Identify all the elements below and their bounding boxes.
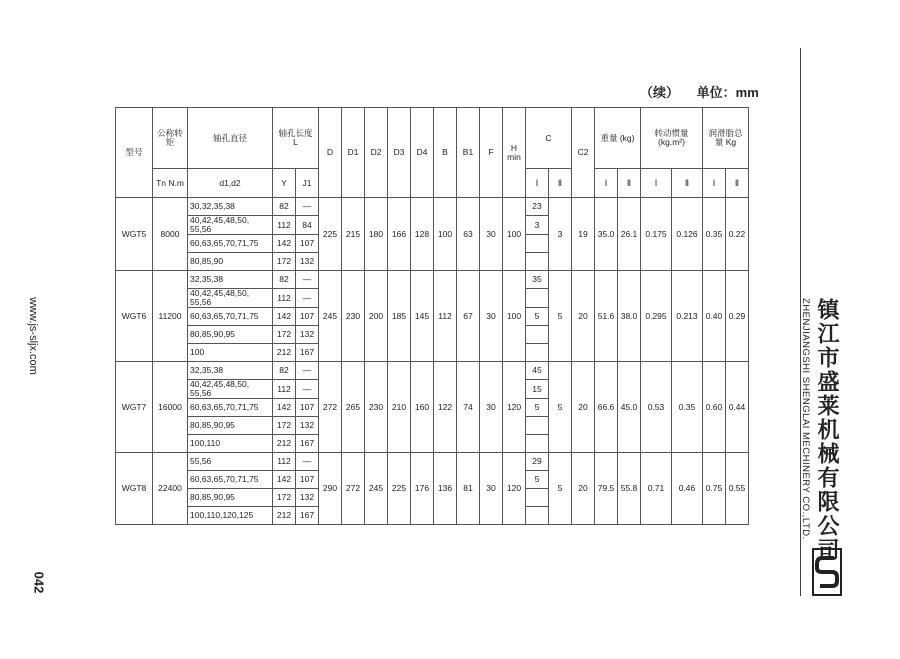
dim-b: 122	[434, 362, 457, 453]
dim-d4: 160	[411, 362, 434, 453]
y-cell: 82	[273, 362, 296, 380]
model-cell: WGT5	[116, 198, 153, 271]
header-bore-sub: d1,d2	[188, 169, 273, 198]
c-i-cell	[526, 507, 549, 525]
table-row	[116, 453, 749, 471]
dim-d: 290	[319, 453, 342, 525]
dim-h: 100	[503, 271, 526, 362]
website-url[interactable]: www.js-sljx.com	[26, 297, 39, 375]
header-b1: B1	[457, 108, 480, 198]
bore-dia-cell: 55,56	[188, 453, 273, 471]
j1-cell: —	[296, 289, 319, 308]
continued-label: （续）	[640, 85, 680, 100]
header-h: H min	[503, 108, 526, 198]
header-c-i: Ⅰ	[526, 169, 549, 198]
header-d: D	[319, 108, 342, 198]
value-wi: 51.6	[595, 271, 618, 362]
dim-d3: 210	[388, 362, 411, 453]
dim-d2: 180	[365, 198, 388, 271]
y-cell: 172	[273, 326, 296, 344]
y-cell: 112	[273, 216, 296, 235]
bore-dia-cell: 80,85,90,95	[188, 417, 273, 435]
j1-cell: 107	[296, 235, 319, 253]
j1-cell: 107	[296, 308, 319, 326]
j1-cell: —	[296, 271, 319, 289]
bore-dia-cell: 60,63,65,70,71,75	[188, 399, 273, 417]
bore-dia-cell: 60,63,65,70,71,75	[188, 471, 273, 489]
bore-dia-cell: 30,32,35,38	[188, 198, 273, 216]
value-ji: 0.175	[641, 198, 672, 271]
c-i-cell: 45	[526, 362, 549, 380]
header-g-ii: Ⅱ	[726, 169, 749, 198]
dim-b1: 81	[457, 453, 480, 525]
dim-d1: 230	[342, 271, 365, 362]
dim-d3: 185	[388, 271, 411, 362]
j1-cell: 167	[296, 344, 319, 362]
c2-cell: 19	[572, 198, 595, 271]
bore-dia-cell: 40,42,45,48,50, 55,56	[188, 289, 273, 308]
bore-dia-cell: 60,63,65,70,71,75	[188, 308, 273, 326]
header-weight: 重量 (kg)	[595, 108, 641, 169]
header-g-i: Ⅰ	[703, 169, 726, 198]
dim-h: 120	[503, 362, 526, 453]
value-wi: 79.5	[595, 453, 618, 525]
dim-b: 100	[434, 198, 457, 271]
value-gi: 0.60	[703, 362, 726, 453]
torque-cell: 8000	[153, 198, 188, 271]
value-jii: 0.35	[672, 362, 703, 453]
y-cell: 212	[273, 507, 296, 525]
value-wii: 38.0	[618, 271, 641, 362]
dim-d: 272	[319, 362, 342, 453]
spec-table	[115, 107, 749, 525]
y-cell: 82	[273, 271, 296, 289]
c-i-cell: 5	[526, 399, 549, 417]
header-model: 型号	[116, 108, 153, 198]
table-row	[116, 198, 749, 216]
torque-cell: 16000	[153, 362, 188, 453]
torque-cell: 11200	[153, 271, 188, 362]
dim-d1: 265	[342, 362, 365, 453]
dim-h: 100	[503, 198, 526, 271]
dim-d1: 272	[342, 453, 365, 525]
header-w-ii: Ⅱ	[618, 169, 641, 198]
header-c: C	[526, 108, 572, 169]
c-ii-cell: 3	[549, 198, 572, 271]
c-i-cell	[526, 235, 549, 253]
value-jii: 0.126	[672, 198, 703, 271]
dim-f: 30	[480, 362, 503, 453]
dim-f: 30	[480, 198, 503, 271]
c-i-cell: 15	[526, 380, 549, 399]
dim-d4: 176	[411, 453, 434, 525]
value-gi: 0.40	[703, 271, 726, 362]
c2-cell: 20	[572, 271, 595, 362]
y-cell: 142	[273, 308, 296, 326]
header-d1: D1	[342, 108, 365, 198]
spec-table-wrap	[115, 107, 749, 525]
dim-d1: 215	[342, 198, 365, 271]
dim-d2: 200	[365, 271, 388, 362]
header-c-ii: Ⅱ	[549, 169, 572, 198]
y-cell: 142	[273, 471, 296, 489]
c-i-cell: 29	[526, 453, 549, 471]
value-gi: 0.35	[703, 198, 726, 271]
header-j1: J1	[296, 169, 319, 198]
c-i-cell: 3	[526, 216, 549, 235]
header-d3: D3	[388, 108, 411, 198]
value-wi: 35.0	[595, 198, 618, 271]
y-cell: 142	[273, 399, 296, 417]
y-cell: 212	[273, 344, 296, 362]
dim-f: 30	[480, 271, 503, 362]
header-y: Y	[273, 169, 296, 198]
c-i-cell	[526, 417, 549, 435]
dim-d4: 128	[411, 198, 434, 271]
bore-dia-cell: 80,85,90	[188, 253, 273, 271]
y-cell: 172	[273, 489, 296, 507]
value-ji: 0.53	[641, 362, 672, 453]
j1-cell: —	[296, 198, 319, 216]
c-i-cell: 5	[526, 308, 549, 326]
side-url-wrap	[2, 290, 82, 375]
header-c2: C2	[572, 108, 595, 198]
bore-dia-cell: 60,63,65,70,71,75	[188, 235, 273, 253]
j1-cell: 167	[296, 435, 319, 453]
dim-d2: 245	[365, 453, 388, 525]
header-f: F	[480, 108, 503, 198]
header-grease: 润滑脂总量 Kg	[703, 108, 749, 169]
y-cell: 112	[273, 380, 296, 399]
bore-dia-cell: 32,35,38	[188, 271, 273, 289]
j1-cell: 107	[296, 399, 319, 417]
header-j-ii: Ⅱ	[672, 169, 703, 198]
y-cell: 82	[273, 198, 296, 216]
dim-b1: 67	[457, 271, 480, 362]
dim-b: 112	[434, 271, 457, 362]
unit-label: 单位：mm	[696, 85, 759, 100]
dim-h: 120	[503, 453, 526, 525]
c2-cell: 20	[572, 453, 595, 525]
c-ii-cell: 5	[549, 453, 572, 525]
value-gi: 0.75	[703, 453, 726, 525]
y-cell: 212	[273, 435, 296, 453]
dim-b1: 63	[457, 198, 480, 271]
c-i-cell	[526, 435, 549, 453]
c-i-cell	[526, 326, 549, 344]
dim-b1: 74	[457, 362, 480, 453]
header-b: B	[434, 108, 457, 198]
table-row	[116, 362, 749, 380]
value-wii: 45.0	[618, 362, 641, 453]
value-wii: 55.8	[618, 453, 641, 525]
value-ji: 0.71	[641, 453, 672, 525]
header-torque: 公称转矩	[153, 108, 188, 169]
value-ji: 0.295	[641, 271, 672, 362]
bore-dia-cell: 80,85,90,95	[188, 326, 273, 344]
header-bore-len: 轴孔长度 L	[273, 108, 319, 169]
dim-d4: 145	[411, 271, 434, 362]
value-gii: 0.44	[726, 362, 749, 453]
model-cell: WGT8	[116, 453, 153, 525]
y-cell: 112	[273, 453, 296, 471]
dim-b: 136	[434, 453, 457, 525]
dim-d: 245	[319, 271, 342, 362]
header-inertia: 转动惯量 (kg.m²)	[641, 108, 703, 169]
torque-cell: 22400	[153, 453, 188, 525]
bore-dia-cell: 100,110	[188, 435, 273, 453]
y-cell: 172	[273, 417, 296, 435]
header-d2: D2	[365, 108, 388, 198]
value-jii: 0.46	[672, 453, 703, 525]
j1-cell: 132	[296, 326, 319, 344]
c-ii-cell: 5	[549, 362, 572, 453]
c-i-cell	[526, 344, 549, 362]
bore-dia-cell: 100,110,120,125	[188, 507, 273, 525]
header-torque-unit: Tn N.m	[153, 169, 188, 198]
dim-d3: 225	[388, 453, 411, 525]
bore-dia-cell: 80,85,90,95	[188, 489, 273, 507]
header-d4: D4	[411, 108, 434, 198]
model-cell: WGT6	[116, 271, 153, 362]
model-cell: WGT7	[116, 362, 153, 453]
table-row	[116, 271, 749, 289]
dim-d2: 230	[365, 362, 388, 453]
bore-dia-cell: 40,42,45,48,50, 55,56	[188, 216, 273, 235]
value-gii: 0.22	[726, 198, 749, 271]
company-name-en: ZHENJIANGSHI SHENGLAI MECHINERY CO.,LTD.	[800, 298, 811, 540]
c-i-cell	[526, 253, 549, 271]
j1-cell: 132	[296, 417, 319, 435]
j1-cell: —	[296, 380, 319, 399]
company-logo-icon	[812, 548, 842, 596]
bore-dia-cell: 32,35,38	[188, 362, 273, 380]
c-ii-cell: 5	[549, 271, 572, 362]
j1-cell: 132	[296, 489, 319, 507]
j1-cell: —	[296, 453, 319, 471]
header-w-i: Ⅰ	[595, 169, 618, 198]
value-gii: 0.29	[726, 271, 749, 362]
y-cell: 172	[273, 253, 296, 271]
c-i-cell	[526, 289, 549, 308]
value-jii: 0.213	[672, 271, 703, 362]
company-name-cn: 镇江市盛莱机械有限公司	[815, 298, 840, 562]
dim-d3: 166	[388, 198, 411, 271]
j1-cell: —	[296, 362, 319, 380]
c-i-cell: 35	[526, 271, 549, 289]
bore-dia-cell: 40,42,45,48,50, 55,56	[188, 380, 273, 399]
c2-cell: 20	[572, 362, 595, 453]
header-j-i: Ⅰ	[641, 169, 672, 198]
j1-cell: 132	[296, 253, 319, 271]
page-number: 042	[31, 571, 47, 594]
y-cell: 112	[273, 289, 296, 308]
dim-d: 225	[319, 198, 342, 271]
j1-cell: 167	[296, 507, 319, 525]
value-wii: 26.1	[618, 198, 641, 271]
y-cell: 142	[273, 235, 296, 253]
dim-f: 30	[480, 453, 503, 525]
j1-cell: 84	[296, 216, 319, 235]
value-wi: 66.6	[595, 362, 618, 453]
j1-cell: 107	[296, 471, 319, 489]
header-row	[116, 108, 749, 169]
c-i-cell: 23	[526, 198, 549, 216]
bore-dia-cell: 100	[188, 344, 273, 362]
c-i-cell	[526, 489, 549, 507]
c-i-cell: 5	[526, 471, 549, 489]
value-gii: 0.55	[726, 453, 749, 525]
header-bore-dia: 轴孔直径	[188, 108, 273, 169]
table-note	[640, 82, 759, 101]
